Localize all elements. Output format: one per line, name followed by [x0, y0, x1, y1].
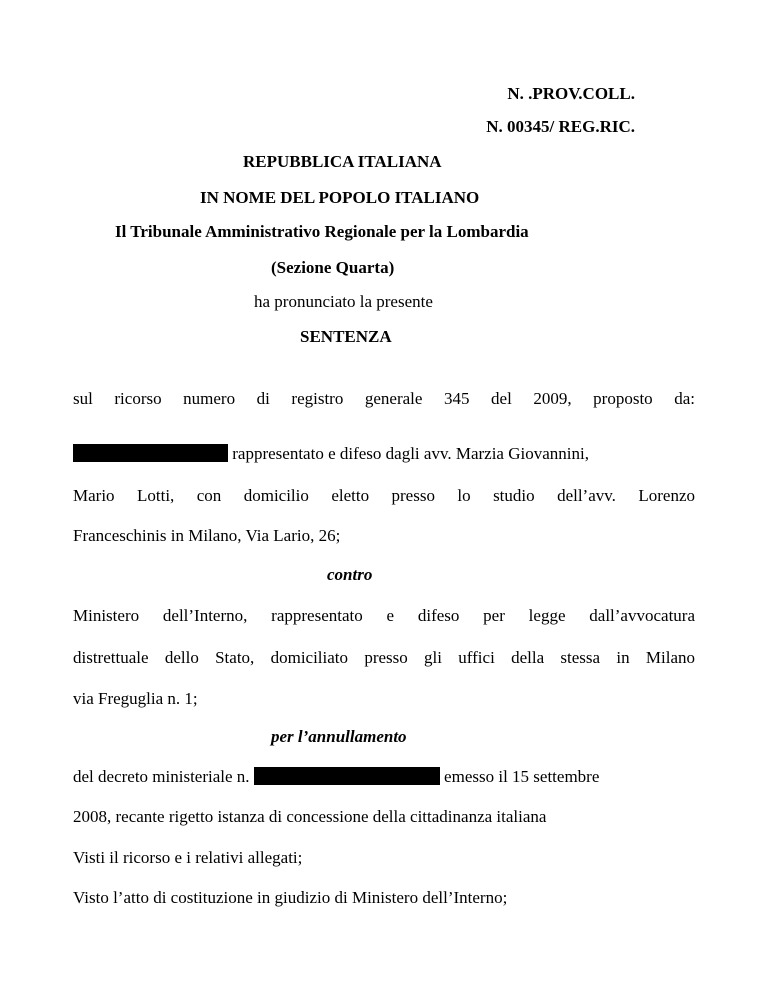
redacted-name — [73, 444, 228, 462]
section-heading: (Sezione Quarta) — [271, 258, 395, 277]
body-line-2-text: rappresentato e difeso dagli avv. Marzia Giovannini, — [232, 444, 589, 463]
body-line-5: Ministero dell’Interno, rappresentato e difeso per legge dall’avvocatura — [73, 606, 695, 625]
body-line-6: distrettuale dello Stato, domiciliato presso gli uffici della stessa in Milano — [73, 648, 695, 667]
redacted-decree-number — [254, 767, 440, 785]
body-line-7: via Freguglia n. 1; — [73, 689, 198, 708]
reg-ric-number: N. 00345/ REG.RIC. — [486, 117, 635, 136]
sentence-heading: SENTENZA — [300, 327, 392, 346]
body-line-8-after: emesso il 15 settembre — [444, 767, 600, 786]
prov-coll-number: N. .PROV.COLL. — [507, 84, 635, 103]
body-line-10: Visti il ricorso e i relativi allegati; — [73, 848, 303, 867]
pronounced-line: ha pronunciato la presente — [254, 292, 433, 311]
body-line-4: Franceschinis in Milano, Via Lario, 26; — [73, 526, 341, 545]
body-line-9: 2008, recante rigetto istanza di concessione della cittadinanza italiana — [73, 807, 547, 826]
per-annullamento-heading: per l’annullamento — [271, 727, 407, 746]
in-name-heading: IN NOME DEL POPOLO ITALIANO — [200, 188, 480, 207]
republic-heading: REPUBBLICA ITALIANA — [243, 152, 442, 171]
body-line-8-before: del decreto ministeriale n. — [73, 767, 250, 786]
court-heading: Il Tribunale Amministrativo Regionale per la Lombardia — [115, 222, 529, 241]
contro-heading: contro — [327, 565, 373, 584]
body-line-1: sul ricorso numero di registro generale 345 del 2009, proposto da: — [73, 389, 695, 408]
body-line-11: Visto l’atto di costituzione in giudizio di Ministero dell’Interno; — [73, 888, 508, 907]
body-line-3: Mario Lotti, con domicilio eletto presso lo studio dell’avv. Lorenzo — [73, 486, 695, 505]
body-line-2 — [73, 444, 695, 464]
body-line-8 — [73, 767, 695, 787]
